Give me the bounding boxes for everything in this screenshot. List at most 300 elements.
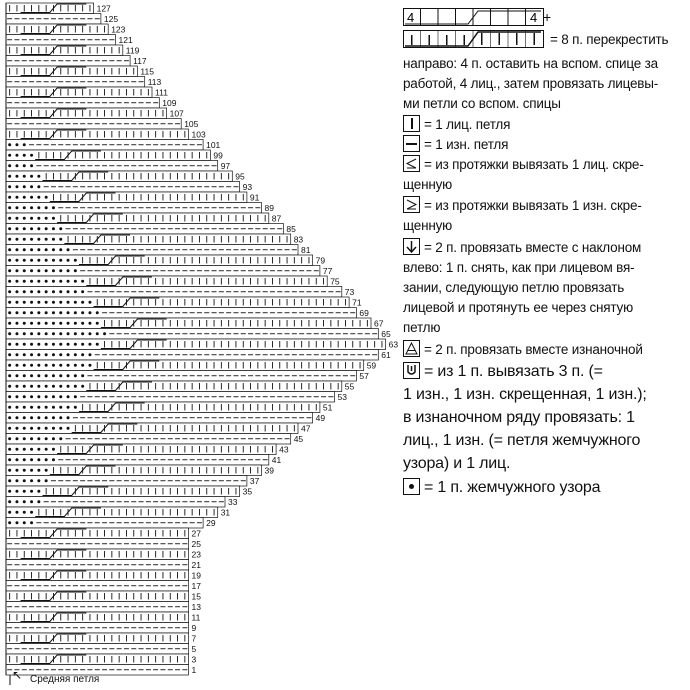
seed-stitch-mark: [15, 374, 18, 377]
row-number: 91: [249, 192, 260, 203]
seed-stitch-mark: [30, 280, 33, 283]
seed-stitch-mark: [52, 416, 55, 419]
seed-stitch-mark: [67, 406, 70, 409]
seed-stitch-mark: [45, 227, 48, 230]
seed-stitch-mark: [30, 458, 33, 461]
seed-stitch-mark: [45, 427, 48, 430]
k2tog-left-text-3: зании, следующую петлю провязать: [403, 280, 625, 295]
chart-row: [6, 381, 342, 392]
seed-stitch-mark: [8, 322, 11, 325]
seed-stitch-mark: [15, 500, 18, 503]
seed-stitch-mark: [67, 332, 70, 335]
chart-row: [6, 287, 342, 298]
legend-knit: [403, 115, 510, 134]
seed-stitch-mark: [81, 385, 84, 388]
seed-stitch-mark: [15, 458, 18, 461]
seed-stitch-mark: [8, 175, 11, 178]
seed-stitch-mark: [8, 448, 11, 451]
seed-stitch-mark: [59, 364, 62, 367]
cable-plus: +: [543, 9, 551, 25]
seed-stitch-mark: [67, 269, 70, 272]
row-number: 121: [118, 35, 133, 45]
seed-stitch-mark: [74, 343, 77, 346]
seed-stitch-mark: [88, 353, 91, 356]
seed-stitch-mark: [52, 322, 55, 325]
row-number: 21: [191, 560, 201, 570]
seed-stitch-mark: [59, 395, 62, 398]
seed-stitch-mark: [23, 196, 26, 199]
seed-stitch-mark: [37, 217, 40, 220]
seed-stitch-mark: [23, 427, 26, 430]
seed-stitch-mark: [8, 217, 11, 220]
seed-stitch-mark: [8, 385, 11, 388]
seed-stitch-mark: [30, 511, 33, 514]
seed-stitch-mark: [30, 469, 33, 472]
legend-k2tog-left: [403, 238, 641, 257]
seed-stitch-mark: [67, 364, 70, 367]
seed-stitch-mark: [15, 427, 18, 430]
seed-stitch-mark: [81, 311, 84, 314]
seed-stitch-mark: [52, 227, 55, 230]
k2tog-left-text-2: влево: 1 п. снять, как при лицевом вя-: [403, 260, 635, 275]
seed-stitch-mark: [23, 259, 26, 262]
seed-stitch-mark: [8, 469, 11, 472]
seed-stitch-mark: [23, 143, 26, 146]
seed-stitch-mark: [23, 448, 26, 451]
legend-p2tog: [403, 340, 643, 359]
seed-stitch-mark: [23, 206, 26, 209]
seed-stitch-mark: [30, 311, 33, 314]
seed-stitch-mark: [30, 269, 33, 272]
seed-text: = 1 п. жемчужного узора: [424, 479, 601, 496]
increase-text-4: лиц., 1 изн. (= петля жемчужного: [403, 432, 641, 449]
seed-stitch-mark: [67, 322, 70, 325]
row-number: 69: [359, 308, 369, 318]
seed-stitch-mark: [8, 521, 11, 524]
seed-stitch-mark: [23, 238, 26, 241]
row-number: 71: [352, 297, 362, 308]
seed-stitch-mark: [15, 217, 18, 220]
row-number: 39: [264, 465, 274, 476]
seed-stitch-mark: [15, 301, 18, 304]
k2tog-left-text-4: лицевой и протянуть ее через снятую: [403, 300, 634, 315]
seed-stitch-mark: [30, 437, 33, 440]
seed-stitch-mark: [8, 416, 11, 419]
seed-stitch-mark: [88, 311, 91, 314]
row-number: 87: [271, 213, 282, 224]
seed-stitch-mark: [81, 290, 84, 293]
seed-stitch-mark: [81, 374, 84, 377]
row-number: 55: [344, 381, 355, 392]
seed-stitch-mark: [8, 280, 11, 283]
seed-stitch-mark: [23, 217, 26, 220]
legend-cable-symbol: [403, 8, 551, 48]
row-number: 79: [315, 255, 326, 266]
seed-stitch-mark: [37, 196, 40, 199]
seed-stitch-mark: [59, 301, 62, 304]
seed-stitch-mark: [15, 364, 18, 367]
row-number: 49: [315, 413, 326, 423]
middle-stitch-label: [12, 668, 100, 685]
seed-stitch-mark: [37, 364, 40, 367]
seed-stitch-mark: [30, 227, 33, 230]
seed-stitch-mark: [8, 227, 11, 230]
seed-stitch-mark: [45, 469, 48, 472]
row-number: 25: [191, 539, 201, 549]
seed-stitch-mark: [30, 448, 33, 451]
row-number: 51: [322, 402, 333, 413]
row-number: 65: [381, 329, 391, 339]
seed-stitch-mark: [23, 280, 26, 283]
decrease-left-icon: [403, 238, 420, 255]
seed-stitch-mark: [30, 238, 33, 241]
seed-stitch-mark: [30, 175, 33, 178]
seed-stitch-mark: [8, 332, 11, 335]
seed-stitch-mark: [52, 427, 55, 430]
seed-stitch-mark: [45, 353, 48, 356]
purl-twisted-icon: [403, 196, 420, 213]
row-number: 47: [301, 423, 311, 434]
row-number: 125: [103, 14, 119, 24]
seed-stitch-mark: [59, 406, 62, 409]
seed-stitch-mark: [8, 374, 11, 377]
seed-stitch-mark: [30, 185, 33, 188]
row-number: 23: [191, 549, 201, 560]
seed-stitch-mark: [74, 353, 77, 356]
seed-stitch-mark: [23, 154, 26, 157]
seed-stitch-mark: [67, 301, 70, 304]
seed-stitch-mark: [23, 290, 26, 293]
seed-stitch-mark: [15, 175, 18, 178]
seed-stitch-mark: [81, 364, 84, 367]
seed-stitch-mark: [45, 343, 48, 346]
seed-stitch-mark: [15, 521, 18, 524]
seed-stitch-mark: [52, 311, 55, 314]
seed-stitch-mark: [37, 416, 40, 419]
seed-stitch-mark: [15, 143, 18, 146]
seed-stitch-mark: [103, 332, 106, 335]
seed-stitch-mark: [45, 374, 48, 377]
seed-stitch-mark: [30, 322, 33, 325]
seed-stitch-mark: [74, 332, 77, 335]
row-number: 9: [191, 623, 197, 633]
seed-stitch-mark: [59, 322, 62, 325]
seed-stitch-mark: [45, 437, 48, 440]
cable-desc-2: направо: 4 п. оставить на вспом. спице за: [403, 56, 658, 71]
seed-stitch-mark: [37, 353, 40, 356]
seed-stitch-mark: [23, 269, 26, 272]
seed-stitch-mark: [15, 395, 18, 398]
seed-stitch-mark: [52, 437, 55, 440]
seed-stitch-mark: [96, 332, 99, 335]
row-number: 127: [96, 3, 111, 14]
row-number: 35: [242, 486, 253, 497]
seed-stitch-mark: [52, 458, 55, 461]
seed-stitch-mark: [52, 395, 55, 398]
seed-stitch-mark: [8, 290, 11, 293]
seed-stitch-mark: [59, 343, 62, 346]
seed-stitch-mark: [52, 332, 55, 335]
seed-stitch-mark: [15, 269, 18, 272]
seed-stitch-mark: [23, 385, 26, 388]
seed-stitch-mark: [74, 395, 77, 398]
seed-stitch-mark: [23, 479, 26, 482]
row-number: 5: [191, 644, 197, 654]
seed-stitch-mark: [37, 248, 40, 251]
seed-stitch-mark: [88, 332, 91, 335]
row-number: 117: [133, 56, 147, 66]
row-number: 113: [147, 77, 162, 87]
seed-stitch-mark: [30, 521, 33, 524]
legend-knit-tbl: [403, 155, 644, 174]
seed-stitch-mark: [23, 416, 26, 419]
seed-stitch-mark: [37, 290, 40, 293]
seed-stitch-mark: [23, 322, 26, 325]
row-number: 99: [213, 150, 223, 161]
seed-stitch-mark: [15, 448, 18, 451]
seed-stitch-mark: [8, 395, 11, 398]
seed-stitch-mark: [59, 374, 62, 377]
seed-stitch-mark: [8, 238, 11, 241]
row-number: 27: [191, 528, 201, 539]
seed-stitch-mark: [15, 353, 18, 356]
row-number: 45: [293, 434, 304, 444]
seed-stitch-mark: [23, 185, 26, 188]
seed-stitch-mark: [74, 301, 77, 304]
knit-text: = 1 лиц. петля: [424, 117, 511, 132]
seed-stitch-mark: [15, 469, 18, 472]
seed-stitch-mark: [8, 196, 11, 199]
legend-purl: [403, 135, 508, 154]
row-number: 119: [125, 45, 140, 56]
knit-tbl-text-2: щенную: [403, 177, 453, 192]
k2tog-left-text-1: = 2 п. провязать вместе с наклоном: [424, 240, 642, 255]
seed-stitch-mark: [52, 290, 55, 293]
seed-stitch-mark: [23, 227, 26, 230]
legend-seed: [403, 477, 600, 499]
seed-stitch-mark: [15, 206, 18, 209]
seed-stitch-mark: [67, 395, 70, 398]
seed-stitch-mark: [15, 164, 18, 167]
seed-stitch-mark: [45, 364, 48, 367]
seed-stitch-mark: [45, 448, 48, 451]
seed-stitch-mark: [59, 248, 62, 251]
cable-number-left: 4: [407, 10, 415, 25]
seed-stitch-mark: [8, 311, 11, 314]
seed-stitch-mark: [23, 164, 26, 167]
row-number: 115: [140, 66, 154, 77]
seed-stitch-mark: [23, 343, 26, 346]
seed-stitch-mark: [59, 332, 62, 335]
row-number: 85: [286, 224, 296, 234]
row-number: 43: [279, 444, 289, 455]
seed-stitch-mark: [30, 364, 33, 367]
row-number: 61: [381, 350, 391, 360]
seed-stitch-mark: [45, 248, 48, 251]
seed-stitch-mark: [88, 322, 91, 325]
seed-stitch-mark: [30, 395, 33, 398]
seed-stitch-mark: [37, 490, 40, 493]
seed-stitch-mark: [8, 164, 11, 167]
seed-stitch-mark: [23, 469, 26, 472]
row-number: 37: [249, 476, 260, 486]
seed-stitch-mark: [74, 269, 77, 272]
seed-stitch-mark: [23, 511, 26, 514]
seed-stitch-mark: [23, 500, 26, 503]
k2tog-left-text-5: петлю: [403, 320, 441, 335]
seed-stitch-mark: [37, 269, 40, 272]
seed-stitch-mark: [37, 374, 40, 377]
seed-stitch-mark: [23, 364, 26, 367]
row-number: 77: [322, 266, 333, 276]
row-number: 73: [344, 287, 355, 297]
seed-stitch-mark: [15, 311, 18, 314]
increase-three-icon: [403, 362, 420, 379]
seed-stitch-mark: [30, 374, 33, 377]
seed-stitch-mark: [59, 416, 62, 419]
row-number: 3: [191, 654, 197, 665]
seed-stitch-mark: [52, 248, 55, 251]
seed-stitch-mark: [30, 206, 33, 209]
seed-stitch-mark: [8, 185, 11, 188]
seed-stitch-mark: [37, 448, 40, 451]
seed-stitch-mark: [8, 353, 11, 356]
seed-stitch-mark: [15, 196, 18, 199]
seed-stitch-mark: [59, 259, 62, 262]
seed-stitch-mark: [30, 500, 33, 503]
seed-stitch-mark: [23, 311, 26, 314]
seed-stitch-mark: [15, 416, 18, 419]
seed-stitch-mark: [37, 227, 40, 230]
legend-increase: [403, 361, 603, 383]
seed-stitch-mark: [52, 301, 55, 304]
seed-stitch-mark: [30, 248, 33, 251]
row-number: 101: [206, 140, 221, 150]
seed-stitch-mark: [8, 248, 11, 251]
row-number: 105: [184, 119, 199, 129]
seed-stitch-mark: [81, 353, 84, 356]
seed-stitch-mark: [67, 427, 70, 430]
seed-stitch-mark: [67, 385, 70, 388]
chart-row: [6, 423, 298, 434]
seed-stitch-mark: [23, 406, 26, 409]
row-number: 11: [191, 612, 201, 623]
seed-stitch-mark: [15, 238, 18, 241]
seed-stitch-mark: [45, 196, 48, 199]
seed-stitch-mark: [15, 280, 18, 283]
seed-stitch-mark: [74, 364, 77, 367]
seed-stitch-mark: [45, 479, 48, 482]
seed-stitch-mark: [30, 353, 33, 356]
seed-stitch-mark: [30, 490, 33, 493]
row-number: 19: [191, 570, 201, 581]
row-number: 7: [191, 633, 197, 644]
seed-stitch-mark: [45, 269, 48, 272]
seed-stitch-mark: [45, 280, 48, 283]
row-number: 33: [228, 497, 238, 507]
seed-stitch-mark: [37, 469, 40, 472]
row-number: 93: [242, 182, 253, 192]
seed-stitch-mark: [59, 290, 62, 293]
cable-desc-3: работой, 4 лиц., затем провязать лицевы-: [403, 76, 659, 91]
seed-stitch-mark: [23, 490, 26, 493]
seed-stitch-mark: [52, 238, 55, 241]
seed-stitch-mark: [30, 290, 33, 293]
seed-stitch-mark: [30, 259, 33, 262]
seed-stitch-mark: [8, 458, 11, 461]
seed-stitch-mark: [30, 217, 33, 220]
seed-stitch-mark: [45, 385, 48, 388]
chart-row: [6, 245, 298, 256]
seed-stitch-mark: [15, 259, 18, 262]
row-number: 75: [330, 276, 340, 287]
seed-stitch-mark: [45, 259, 48, 262]
seed-stitch-mark: [23, 374, 26, 377]
row-number: 31: [220, 507, 231, 518]
cable-number-right: 4: [530, 10, 538, 25]
seed-stitch-mark: [15, 290, 18, 293]
row-number: 83: [293, 234, 304, 245]
seed-stitch-mark: [8, 511, 11, 514]
seed-stitch-mark: [52, 269, 55, 272]
seed-stitch-mark: [37, 458, 40, 461]
row-number: 63: [388, 339, 399, 350]
seed-stitch-mark: [15, 248, 18, 251]
seed-stitch-mark: [23, 437, 26, 440]
seed-stitch-mark: [23, 521, 26, 524]
seed-stitch-mark: [52, 217, 55, 220]
row-number: 109: [162, 98, 177, 108]
cable-desc-4: ми петли со вспом. спицы: [403, 96, 561, 111]
seed-stitch-mark: [59, 353, 62, 356]
seed-stitch-mark: [37, 301, 40, 304]
seed-stitch-mark: [45, 458, 48, 461]
increase-text-5: узора) и 1 лиц.: [403, 455, 511, 472]
row-number: 29: [206, 518, 216, 528]
seed-stitch-mark: [30, 154, 33, 157]
seed-stitch-mark: [30, 301, 33, 304]
seed-stitch-mark: [59, 385, 62, 388]
seed-stitch-mark: [8, 500, 11, 503]
seed-stitch-mark: [8, 479, 11, 482]
seed-stitch-mark: [30, 196, 33, 199]
seed-stitch-mark: [8, 269, 11, 272]
seed-stitch-icon: [403, 478, 420, 495]
middle-stitch-text: Средняя петля: [30, 674, 100, 685]
seed-stitch-mark: [74, 259, 77, 262]
row-number: 53: [337, 392, 347, 402]
seed-stitch-mark: [8, 437, 11, 440]
legend-purl-tbl: [403, 196, 642, 215]
seed-stitch-mark: [8, 206, 11, 209]
seed-stitch-mark: [15, 154, 18, 157]
row-number: 95: [235, 171, 245, 182]
seed-stitch-mark: [59, 227, 62, 230]
seed-stitch-mark: [37, 238, 40, 241]
seed-stitch-mark: [59, 311, 62, 314]
seed-stitch-mark: [52, 406, 55, 409]
row-number: 41: [271, 455, 282, 465]
seed-stitch-mark: [45, 238, 48, 241]
cable-symbol-icon: [403, 8, 551, 48]
seed-stitch-mark: [52, 343, 55, 346]
seed-stitch-mark: [74, 374, 77, 377]
seed-stitch-mark: [45, 217, 48, 220]
row-number: 111: [155, 87, 168, 98]
purl-tbl-text-1: = из протяжки вывязать 1 изн. скре-: [424, 198, 642, 213]
seed-stitch-mark: [30, 416, 33, 419]
seed-stitch-mark: [37, 385, 40, 388]
